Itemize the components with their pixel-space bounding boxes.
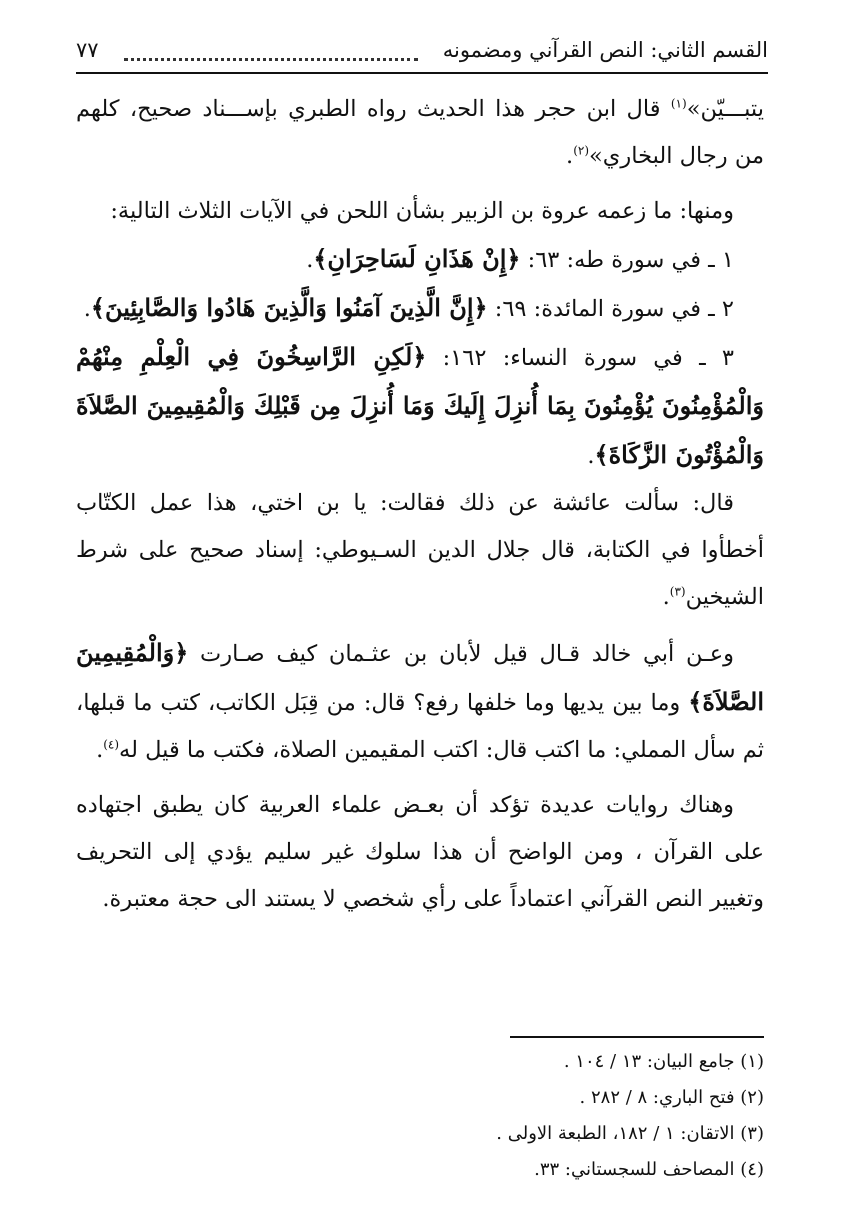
verse-item: ٢ ـ في سورة المائدة: ٦٩: ﴿إِنَّ الَّذِينَ آمَنُوا وَالَّذِينَ هَادُوا وَالصَّابِئِينَ﴾. bbox=[83, 293, 734, 322]
footnote-ref: (٢) bbox=[573, 143, 590, 158]
main-text bbox=[76, 86, 764, 923]
footnote-item: (١) جامع البيان: ١٣ / ١٠٤ . bbox=[563, 1051, 764, 1072]
quran-verse: ﴿وَالْمُقِيمِينَ الصَّلاَةَ﴾ bbox=[76, 638, 764, 716]
page-number: ٧٧ bbox=[76, 38, 99, 62]
quran-verse: ﴿إِنْ هَذَانِ لَسَاحِرَانِ﴾ bbox=[313, 244, 521, 273]
paragraph: يتبـــيّن»$^{(١)}$ قال ابن حجر هذا الحديث رواه الطبري بإســـناد صحيح، كلهم من رجال البخاري»$^{(٢)}$. bbox=[76, 96, 764, 169]
footnote-ref: (٣) bbox=[669, 584, 686, 599]
footnote-item: (٣) الاتقان: ١ / ١٨٢، الطبعة الاولى . bbox=[496, 1123, 764, 1144]
verse-item: ١ ـ في سورة طه: ٦٣: ﴿إِنْ هَذَانِ لَسَاحِرَانِ﴾. bbox=[306, 244, 734, 273]
verse-item: ٣ ـ في سورة النساء: ١٦٢: ﴿لَكِنِ الرَّاسِخُونَ فِي الْعِلْمِ مِنْهُمْ وَالْمُؤْمِنُونَ يُؤْمِنُونَ بِمَا أُنزِلَ إِلَيكَ وَمَا أُنزِلَ مِن قَبْلِكَ وَالْمُقِيمِينَ الصَّلاَةَ وَالْمُؤْتُونَ الزَّكَاةَ﴾. bbox=[76, 342, 764, 469]
header-title: القسم الثاني: النص القرآني ومضمونه bbox=[442, 38, 768, 62]
quran-verse: ﴿لَكِنِ الرَّاسِخُونَ فِي الْعِلْمِ مِنْهُمْ وَالْمُؤْمِنُونَ يُؤْمِنُونَ بِمَا أُنزِلَ إِلَيكَ وَمَا أُنزِلَ مِن قَبْلِكَ وَالْمُقِيمِينَ الصَّلاَةَ وَالْمُؤْتُونَ الزَّكَاةَ﴾ bbox=[76, 342, 764, 469]
paragraph: ومنها: ما زعمه عروة بن الزبير بشأن اللحن في الآيات الثلاث التالية: bbox=[110, 198, 734, 224]
footnotes-list bbox=[400, 1044, 764, 1188]
header-leader-dots bbox=[124, 58, 418, 61]
footnote-item: (٢) فتح الباري: ٨ / ٢٨٢ . bbox=[579, 1087, 764, 1108]
footnote-ref: (١) bbox=[670, 96, 687, 111]
running-header bbox=[76, 32, 768, 74]
paragraph: قال: سألت عائشة عن ذلك فقالت: يا بن اختي، هذا عمل الكتّاب أخطأوا في الكتابة، قال جلال الدين السـيوطي: إسناد صحيح على شرط الشيخين$^{(٣)}$. bbox=[76, 490, 764, 610]
paragraph: وعـن أبي خالد قـال قيل لأبان بن عثـمان كيف صـارت ﴿وَالْمُقِيمِينَ الصَّلاَةَ﴾ وما بين يديها وما خلفها رفع؟ قال: من قِبَل الكاتب، كتب ما قبلها، ثم سأل المملي: ما اكتب قال: اكتب المقيمين الصلاة، فكتب ما قيل له$^{(٤)}$. bbox=[76, 638, 764, 763]
footnote-separator bbox=[510, 1036, 764, 1038]
paragraph: وهناك روايات عديدة تؤكد أن بعـض علماء العربية كان يطبق اجتهاده على القرآن ، ومن الواضح أن هذا سلوك غير سليم يؤدي إلى التحريف وتغيير النص القرآني اعتماداً على رأي شخصي لا يستند الى حجة معتبرة. bbox=[76, 792, 764, 912]
footnote-item: (٤) المصاحف للسجستاني: ٣٣. bbox=[534, 1159, 764, 1180]
quran-verse: ﴿إِنَّ الَّذِينَ آمَنُوا وَالَّذِينَ هَادُوا وَالصَّابِئِينَ﴾ bbox=[90, 293, 488, 322]
footnote-ref: (٤) bbox=[103, 737, 120, 752]
